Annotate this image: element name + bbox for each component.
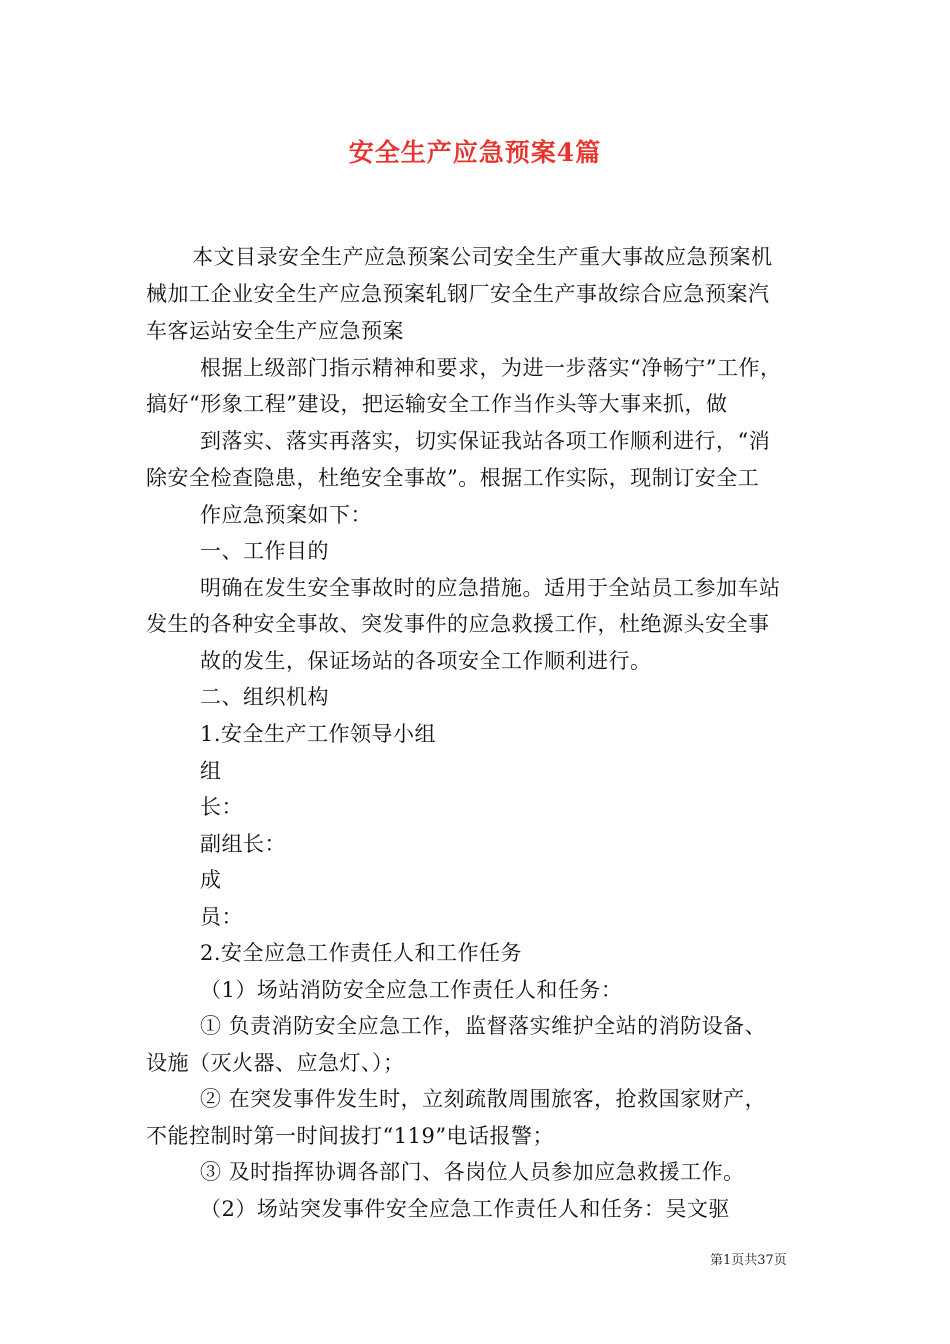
text-line: 发生的各种安全事故、突发事件的应急救援工作，杜绝源头安全事 <box>146 612 770 636</box>
text-line: 故的发生，保证场站的各项安全工作顺利进行。 <box>200 649 652 673</box>
text-line: 到落实、落实再落实，切实保证我站各项工作顺利进行，“消 <box>200 429 771 453</box>
text-line: ③ 及时指挥协调各部门、各岗位人员参加应急救援工作。 <box>200 1160 745 1184</box>
text-line: （1）场站消防安全应急工作责任人和任务： <box>200 978 623 1002</box>
text-line: 车客运站安全生产应急预案 <box>146 319 404 343</box>
text-line: 本文目录安全生产应急预案公司安全生产重大事故应急预案机 <box>192 245 773 269</box>
text-line: （2）场站突发事件安全应急工作责任人和任务：吴文驱 <box>200 1197 730 1221</box>
text-line: ① 负责消防安全应急工作，监督落实维护全站的消防设备、 <box>200 1014 767 1038</box>
text-line: 搞好“形象工程”建设，把运输安全工作当作头等大事来抓，做 <box>146 392 728 416</box>
text-line: 员： <box>200 905 243 929</box>
text-line: 根据上级部门指示精神和要求，为进一步落实“净畅宁”工作， <box>200 356 782 380</box>
section-heading: 一、工作目的 <box>200 539 329 563</box>
text-line: 明确在发生安全事故时的应急措施。适用于全站员工参加车站 <box>200 576 781 600</box>
text-line: 成 <box>200 868 222 892</box>
text-line: ② 在突发事件发生时，立刻疏散周围旅客，抢救国家财产， <box>200 1087 767 1111</box>
text-line: 设施（灭火器、应急灯、）； <box>146 1051 405 1075</box>
page-title: 安全生产应急预案4篇 <box>348 138 602 167</box>
section-heading: 二、组织机构 <box>200 685 329 709</box>
page-number: 第1页共37页 <box>710 1253 787 1268</box>
subsection-heading: 1.安全生产工作领导小组 <box>200 722 437 746</box>
text-line: 械加工企业安全生产应急预案轧钢厂安全生产事故综合应急预案汽 <box>146 282 770 306</box>
subsection-heading: 2.安全应急工作责任人和工作任务 <box>200 941 523 965</box>
text-line: 长： <box>200 795 243 819</box>
text-line: 作应急预案如下： <box>200 503 372 527</box>
text-line: 副组长： <box>200 832 286 856</box>
text-line: 组 <box>200 759 222 783</box>
text-line: 除安全检查隐患，杜绝安全事故”。根据工作实际，现制订安全工 <box>146 466 760 490</box>
text-line: 不能控制时第一时间拔打“119”电话报警； <box>146 1124 555 1148</box>
